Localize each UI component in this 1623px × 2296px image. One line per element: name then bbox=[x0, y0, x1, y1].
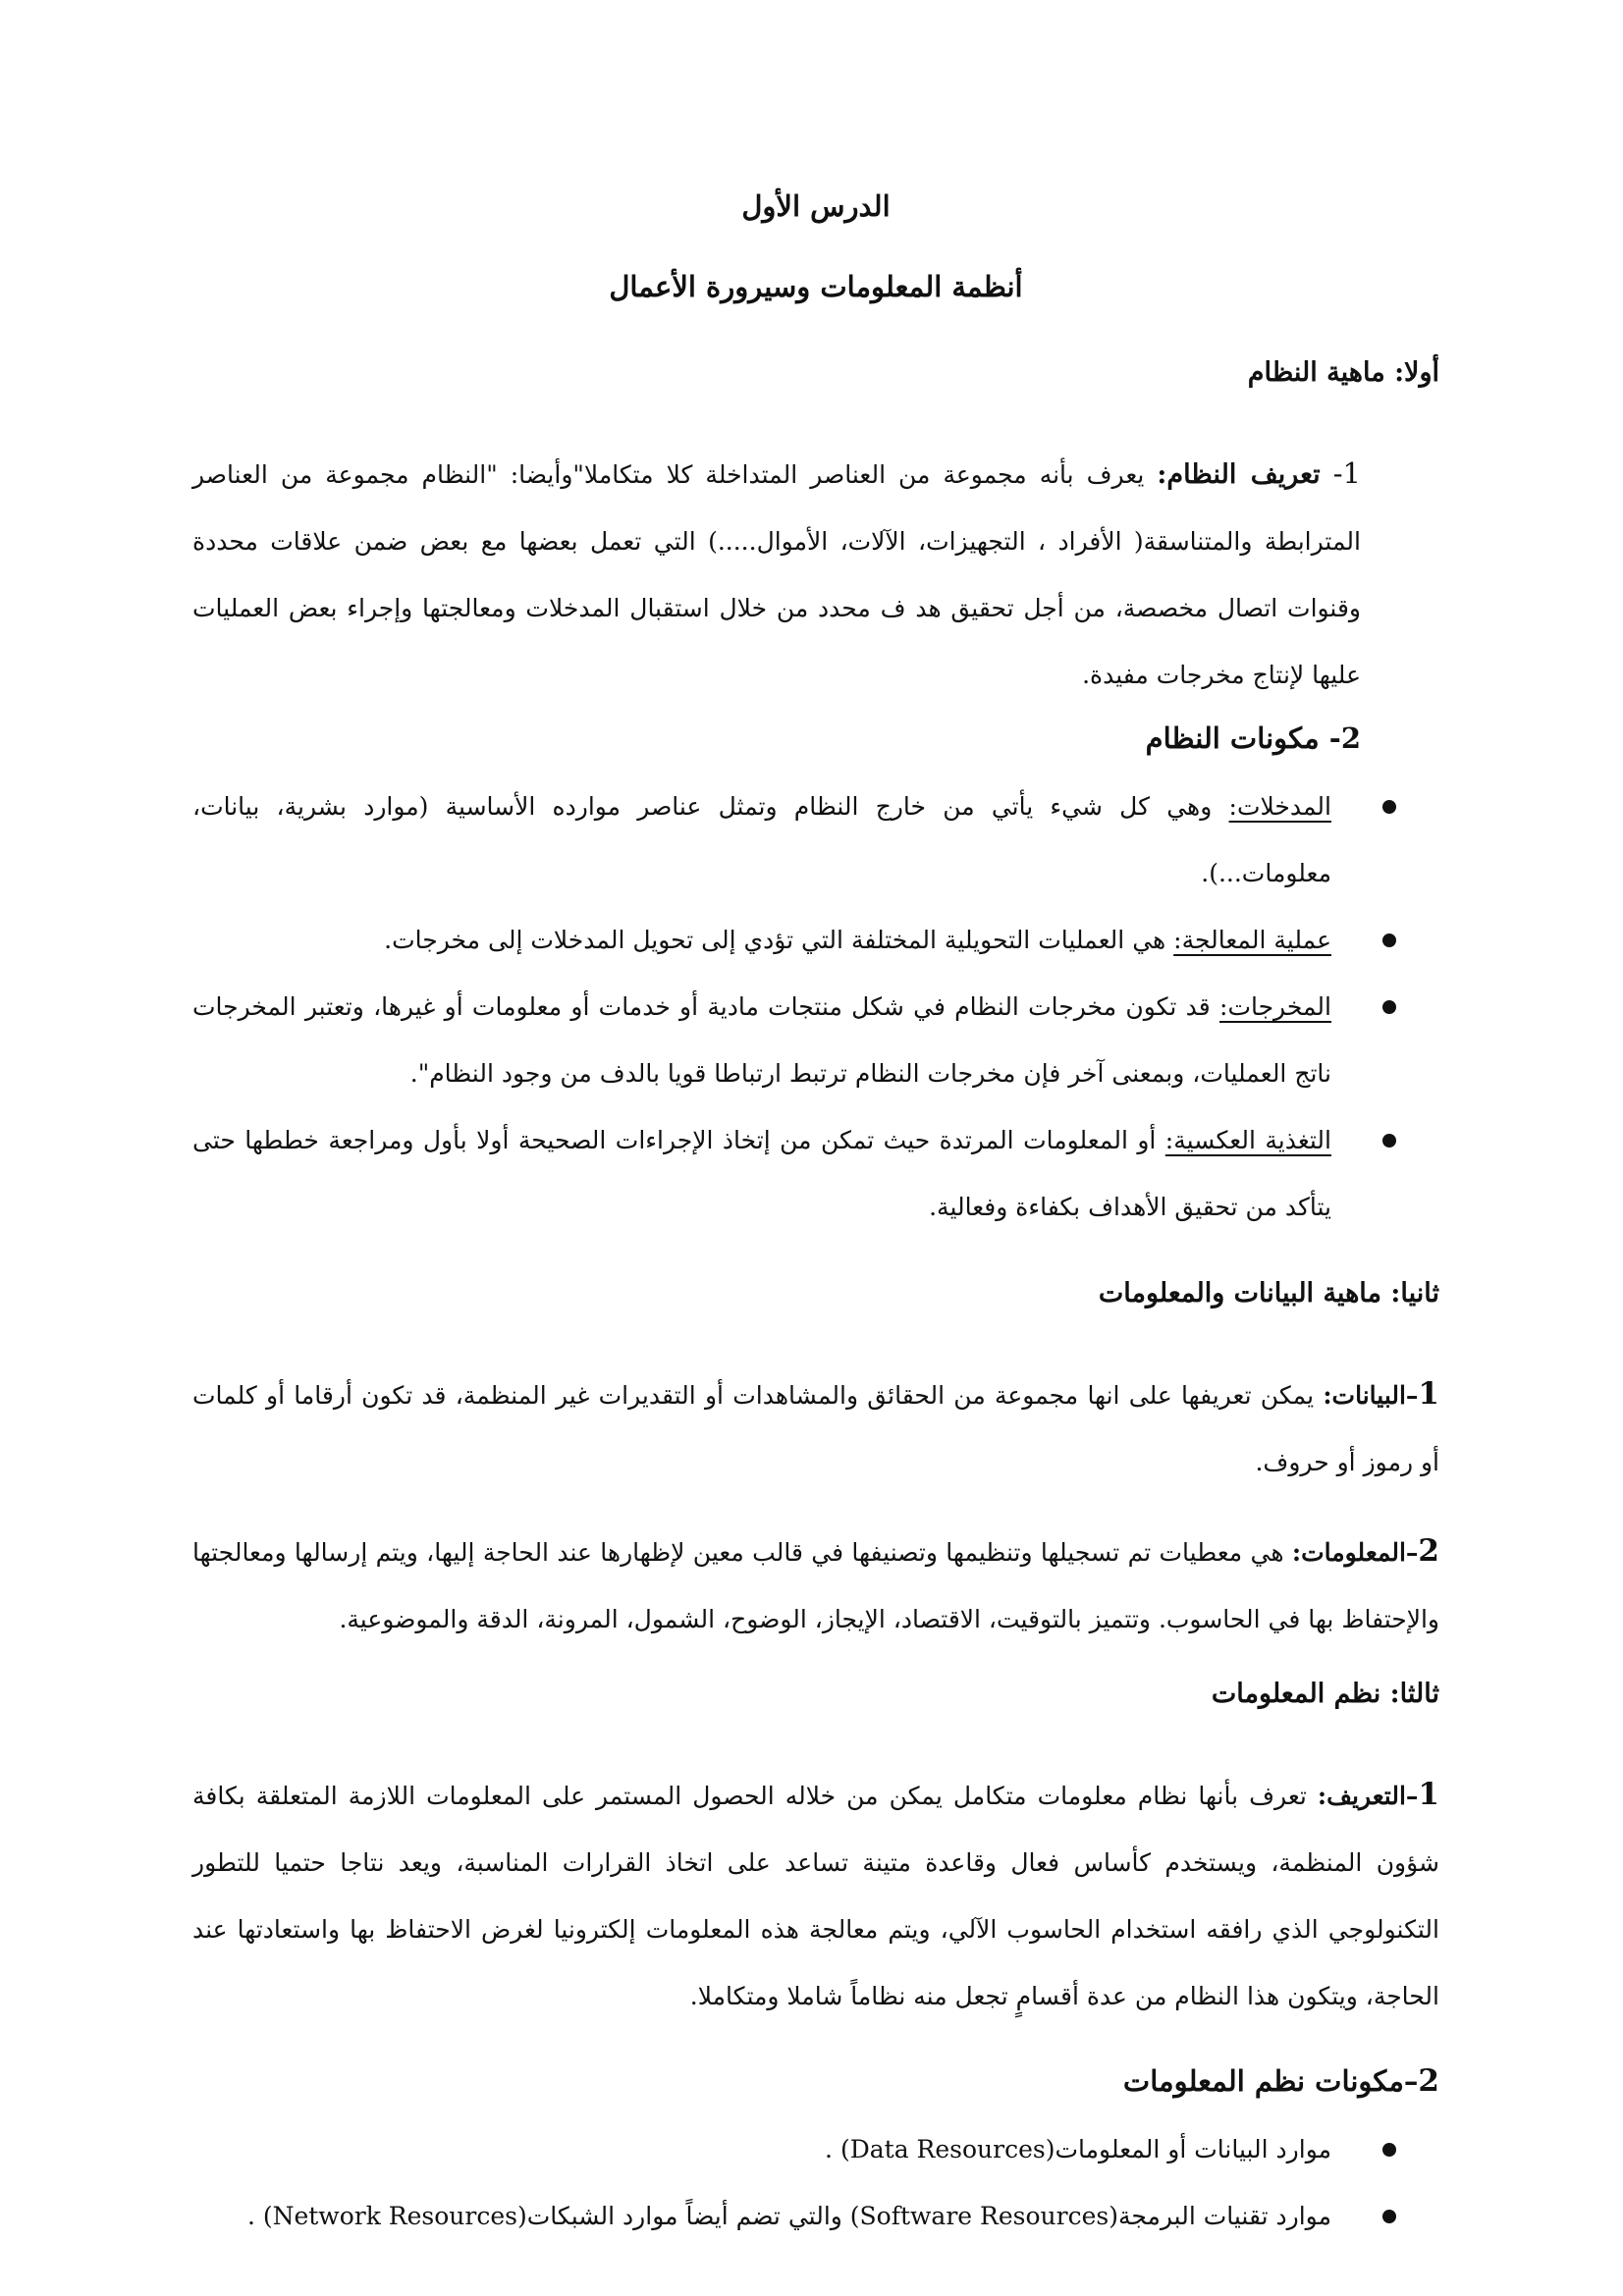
document-page bbox=[192, 187, 1439, 2250]
information-definition-text: هي معطيات تم تسجيلها وتنظيمها وتصنيفها في قالب معين لإظهارها عند الحاجة إليها، ويتم إرسالها ومعالجتها والإحتفاظ بها في الحاسوب. وتتميز بالتوقيت، الاقتصاد، الإيجاز، الوضوح، الشمول، المرونة، الدقة والموضوعية. bbox=[192, 1538, 1439, 1633]
bullet-text: قد تكون مخرجات النظام في شكل منتجات مادية أو خدمات أو معلومات أو غيرها، وتعتبر المخرجات ناتج العمليات، وبمعنى آخر فإن مخرجات النظام ترتبط ارتباطا قويا بالدف من وجود النظام". bbox=[192, 992, 1331, 1088]
is-components-list bbox=[192, 2116, 1439, 2250]
bullet-text: وهي كل شيء يأتي من خارج النظام وتمثل عناصر موارده الأساسية (موارد بشرية، بيانات، معلومات...). bbox=[192, 792, 1331, 887]
system-components-heading: 2- مكونات النظام bbox=[1145, 721, 1361, 755]
bullet-icon bbox=[1382, 1134, 1396, 1148]
section1-heading: أولا: ماهية النظام bbox=[1247, 357, 1439, 388]
list-item bbox=[192, 774, 1439, 907]
bullet-text: أو المعلومات المرتدة حيث تمكن من إتخاذ الإجراءات الصحيحة أولا بأول ومراجعة خططها حتى يتأكد من تحقيق الأهداف بكفاءة وفعالية. bbox=[192, 1126, 1331, 1221]
section2-heading: ثانيا: ماهية البيانات والمعلومات bbox=[1098, 1278, 1439, 1308]
is-definition-text: تعرف بأنها نظام معلومات متكامل يمكن من خلاله الحصول المستمر على المعلومات اللازمة المتعلقة بكافة شؤون المنظمة، ويستخدم كأساس فعال وقاعدة متينة تساعد على اتخاذ القرارات المناسبة، ويعد نتاجا حتميا للتطور التكنولوجي الذي رافقه استخدام الحاسوب الآلي، ويتم معالجة هذه المعلومات إلكترونيا لغرض الاحتفاظ بها واستعادتها عند الحاجة، ويتكون هذا النظام من عدة أقسامٍ تجعل منه نظاماً شاملا ومتكاملا. bbox=[192, 1782, 1439, 2010]
is-components-label: –مكونات نظم المعلومات bbox=[1122, 2064, 1419, 2098]
system-definition-label: تعريف النظام: bbox=[1157, 459, 1321, 490]
list-item bbox=[192, 974, 1439, 1107]
list-item bbox=[192, 1107, 1439, 1241]
bullet-text: موارد البيانات أو المعلومات(Data Resources) . bbox=[825, 2135, 1331, 2163]
bullet-icon bbox=[1382, 2143, 1396, 2157]
is-definition-label: –التعريف: bbox=[1317, 1782, 1419, 1810]
system-definition-number: 1- bbox=[1332, 456, 1361, 490]
system-components-list bbox=[192, 774, 1439, 1241]
bullet-icon bbox=[1382, 2210, 1396, 2223]
section3-heading: ثالثا: نظم المعلومات bbox=[1211, 1679, 1439, 1709]
bullet-term: التغذية العكسية: bbox=[1164, 1126, 1331, 1154]
data-definition-label: –البيانات: bbox=[1323, 1381, 1419, 1410]
information-definition-number: 2 bbox=[1418, 1533, 1439, 1569]
bullet-icon bbox=[1382, 1000, 1396, 1014]
information-definition-label: –المعلومات: bbox=[1291, 1538, 1419, 1567]
is-components-number: 2 bbox=[1418, 2063, 1439, 2099]
system-definition-text: يعرف بأنه مجموعة من العناصر المتداخلة كلا متكاملا"وأيضا: "النظام مجموعة من العناصر المترابطة والمتناسقة( الأفراد ، التجهيزات، الآلات، الأموال.....) التي تعمل بعضها مع بعض ضمن علاقات محددة وقنوات اتصال مخصصة، من أجل تحقيق هد ف محدد من خلال استقبال المدخلات ومعالجتها وإجراء بعض العمليات عليها لإنتاج مخرجات مفيدة. bbox=[192, 460, 1361, 689]
lesson-subtitle: أنظمة المعلومات وسيرورة الأعمال bbox=[609, 270, 1023, 303]
is-definition bbox=[192, 1761, 1439, 2030]
system-definition bbox=[192, 440, 1439, 709]
bullet-term: عملية المعالجة: bbox=[1173, 926, 1331, 954]
bullet-icon bbox=[1382, 934, 1396, 947]
data-definition bbox=[192, 1361, 1439, 1496]
list-item bbox=[192, 2116, 1439, 2183]
bullet-text: هي العمليات التحويلية المختلفة التي تؤدي إلى تحويل المدخلات إلى مخرجات. bbox=[384, 926, 1174, 954]
bullet-term: المخرجات: bbox=[1219, 992, 1331, 1021]
data-definition-number: 1 bbox=[1418, 1376, 1439, 1412]
list-item bbox=[192, 2183, 1439, 2250]
list-item bbox=[192, 907, 1439, 974]
is-components-heading bbox=[192, 2056, 1439, 2107]
bullet-icon bbox=[1382, 800, 1396, 814]
bullet-text: موارد تقنيات البرمجة(Software Resources) والتي تضم أيضاً موارد الشبكات(Network Resources) . bbox=[246, 2202, 1331, 2230]
data-definition-text: يمكن تعريفها على انها مجموعة من الحقائق والمشاهدات أو التقديرات غير المنظمة، قد تكون أرقاما أو كلمات أو رموز أو حروف. bbox=[192, 1381, 1439, 1476]
is-definition-number: 1 bbox=[1418, 1777, 1439, 1812]
lesson-title: الدرس الأول bbox=[741, 189, 891, 223]
bullet-term: المدخلات: bbox=[1228, 792, 1331, 821]
information-definition bbox=[192, 1518, 1439, 1653]
